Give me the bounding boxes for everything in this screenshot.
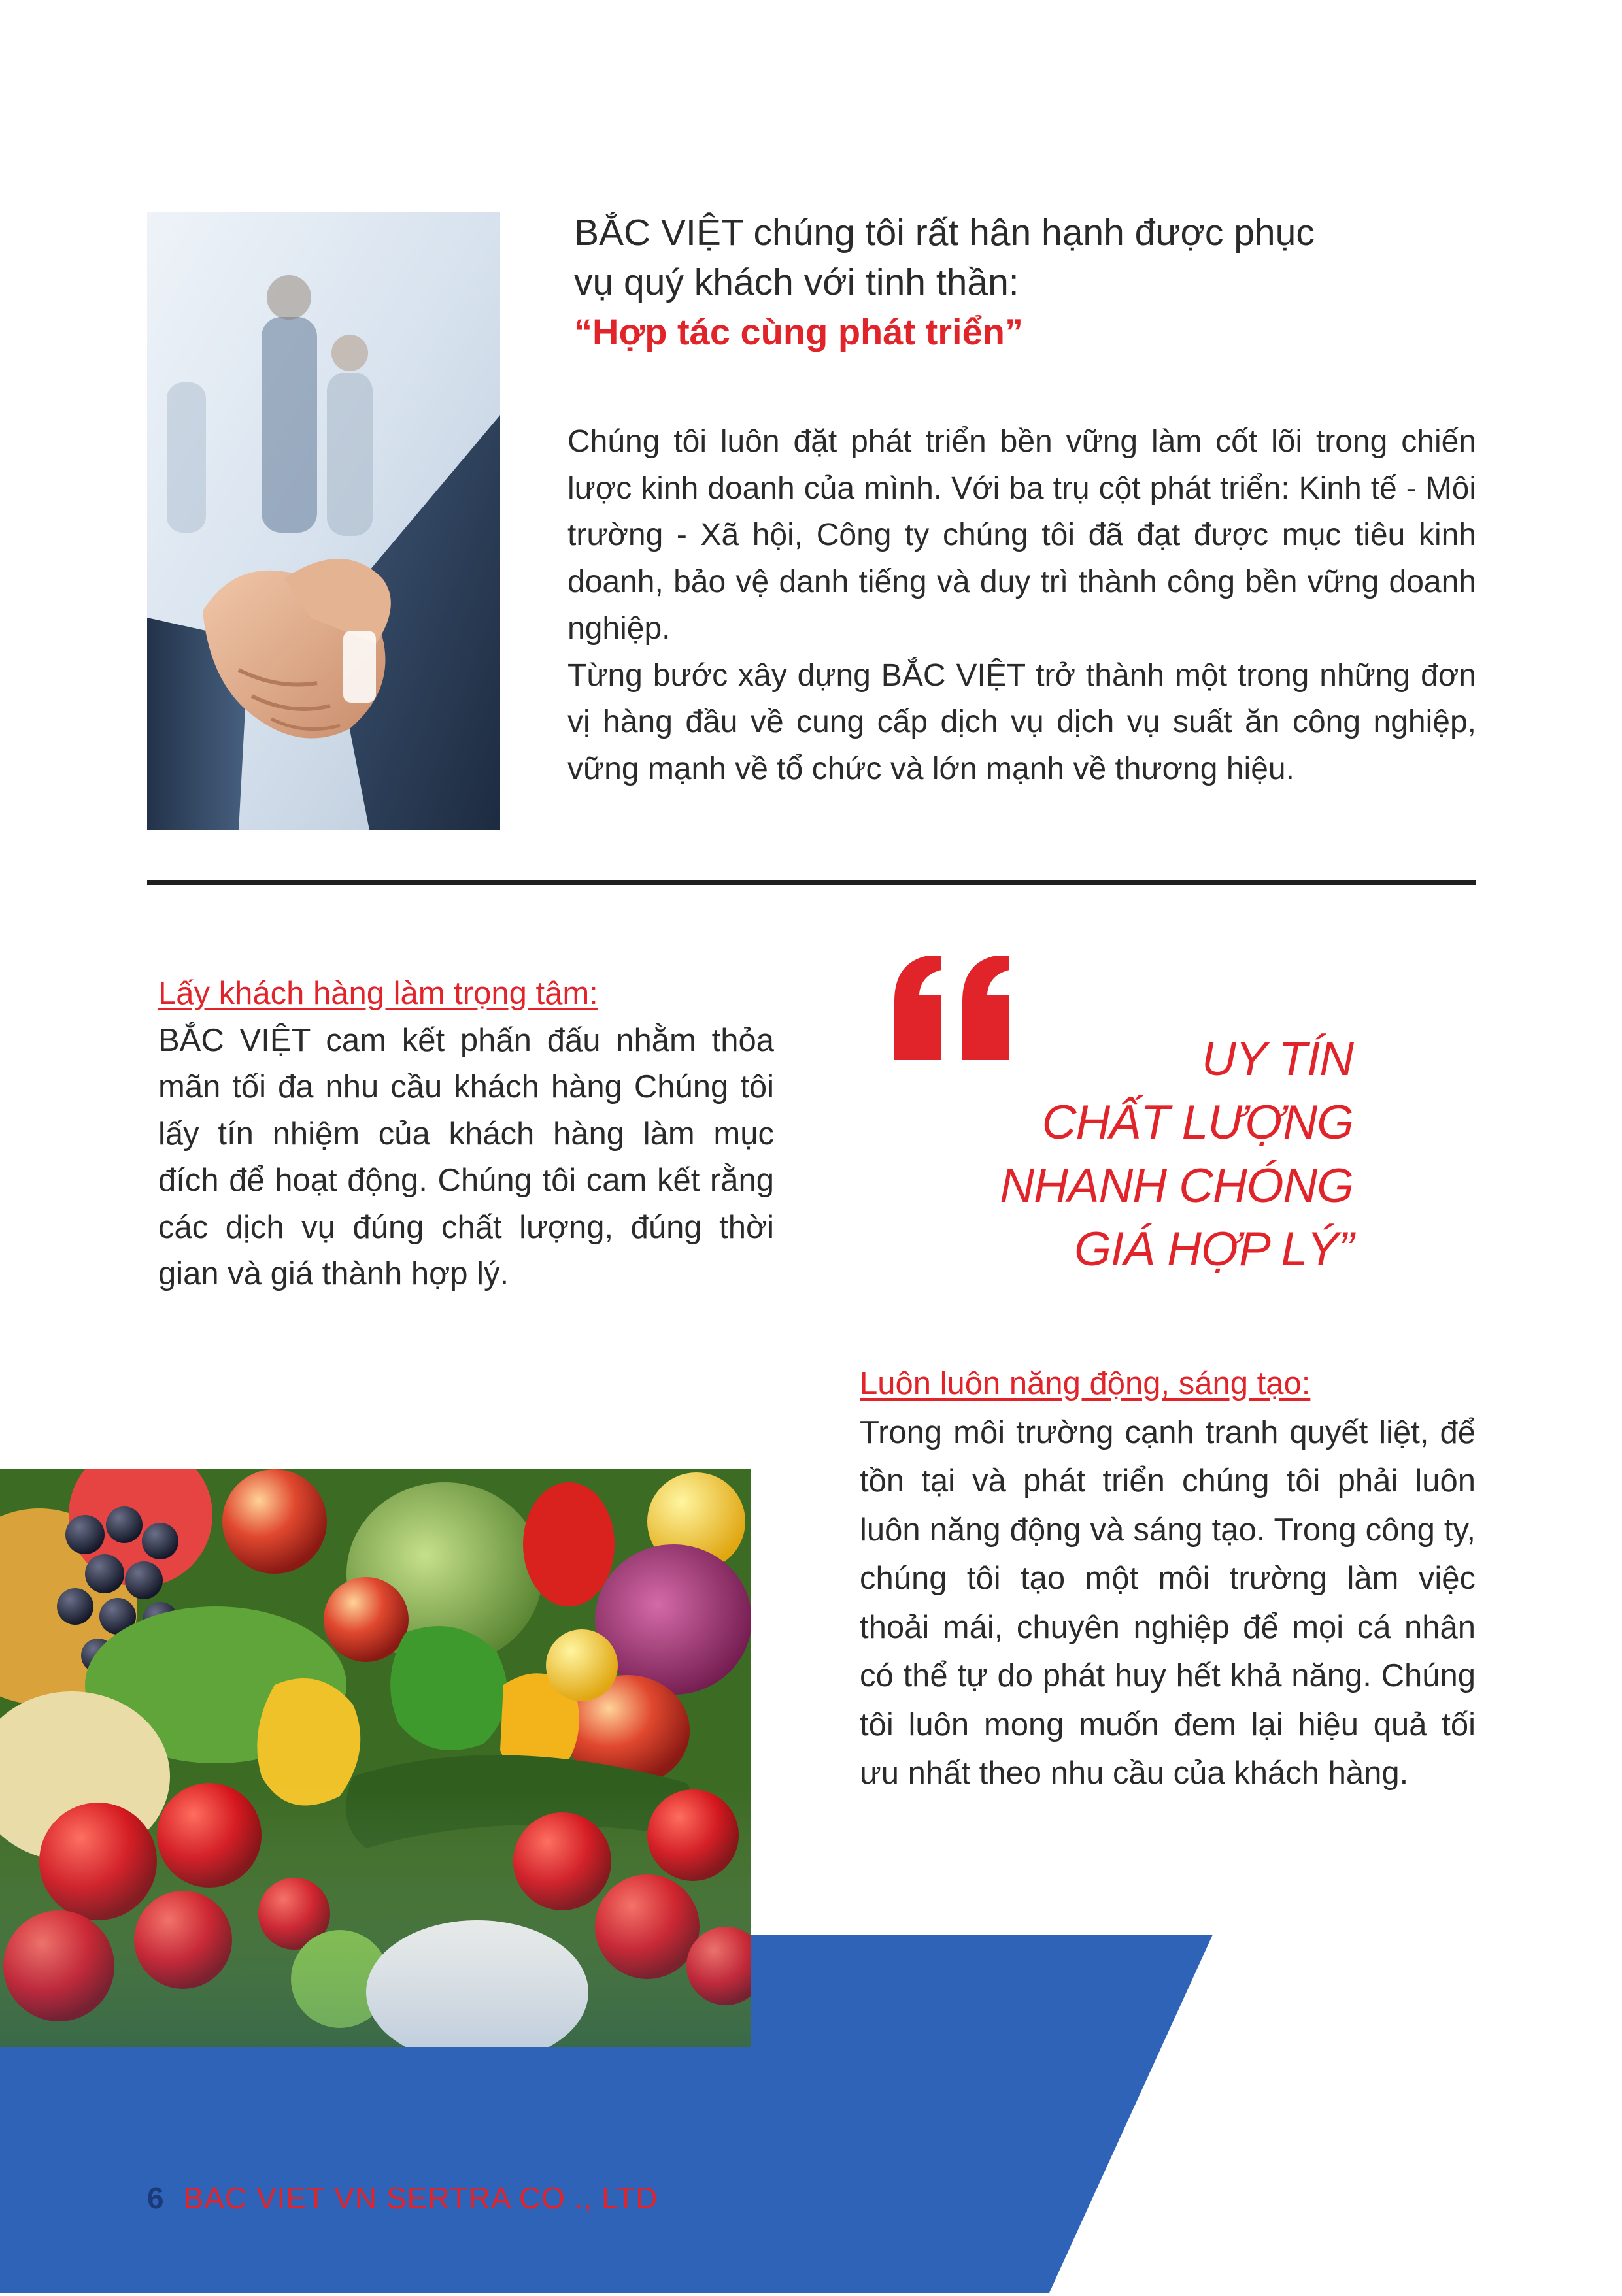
intro-block [574,208,1489,357]
vegetables-photo [0,1469,751,2047]
dynamic-creative-heading: Luôn luôn năng động, sáng tạo: [860,1366,1311,1401]
dynamic-creative-text: Trong môi trường cạnh tranh quyết liệt, để tồn tại và phát triển chúng tôi phải luôn luôn năng động và sáng tạo. Trong công ty, chúng tôi tạo một môi trường làm việc thoải mái, chuyên nghiệp để mọi cá nhân có thể tự do phát huy hết khả năng. Chúng tôi luôn mong muốn đem lại hiệu quả tối ưu nhất theo nhu cầu của khách hàng. [860,1414,1476,1791]
intro-line-2: vụ quý khách với tinh thần: [574,261,1019,303]
quote-line-3: NHANH CHÓNG [1000,1159,1353,1212]
quote-line-2: CHẤT LƯỢNG [1041,1096,1353,1149]
handshake-photo [147,212,500,830]
quote-line-1: UY TÍN [1202,1033,1353,1086]
page-number: 6 [147,2181,164,2215]
values-quote [850,1027,1353,1281]
sustainability-text [567,418,1476,792]
footer-text [147,2180,658,2216]
customer-focus-section [158,971,774,1298]
body-paragraph-1: Chúng tôi luôn đặt phát triển bền vững làm cốt lõi trong chiến lược kinh doanh của mình. Với ba trụ cột phát triển: Kinh tế - Môi trường - Xã hội, Công ty chúng tôi đã đạt được mục tiêu kinh doanh, bảo vệ danh tiếng và duy trì thành công bền vững doanh nghiệp. [567,424,1476,646]
dynamic-creative-section [860,1359,1476,1798]
intro-line-1: BẮC VIỆT chúng tôi rất hân hạnh được phục [574,212,1315,254]
customer-focus-heading: Lấy khách hàng làm trọng tâm: [158,976,598,1011]
company-name: BAC VIET VN SERTRA CO ., LTD [183,2181,658,2215]
customer-focus-text: BẮC VIỆT cam kết phấn đấu nhằm thỏa mãn tối đa nhu cầu khách hàng Chúng tôi lấy tín nhiệm của khách hàng làm mục đích để hoạt động. Chúng tôi cam kết rằng các dịch vụ đúng chất lượng, đúng thời gian và giá thành hợp lý. [158,1022,774,1291]
section-divider [147,880,1476,885]
quote-line-4: GIÁ HỢP LÝ” [1074,1223,1353,1276]
intro-slogan: “Hợp tác cùng phát triển” [574,311,1023,352]
body-paragraph-2: Từng bước xây dựng BẮC VIỆT trở thành một trong những đơn vị hàng đầu về cung cấp dịch vụ dịch vụ suất ăn công nghiệp, vững mạnh về tổ chức và lớn mạnh về thương hiệu. [567,657,1476,786]
